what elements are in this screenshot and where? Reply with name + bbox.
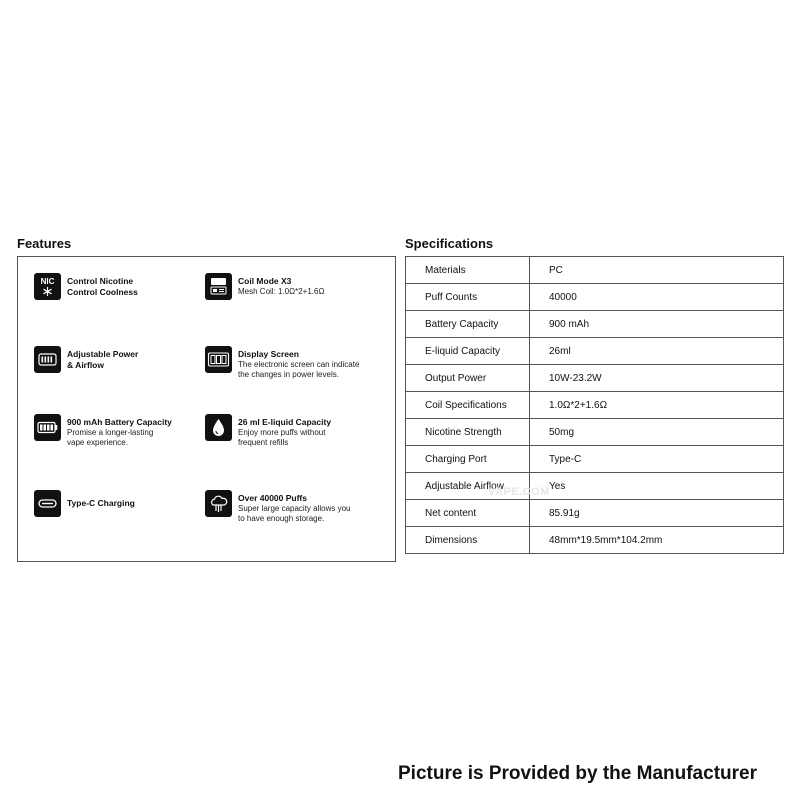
spec-key: Coil Specifications [406,392,530,419]
spec-key: Net content [406,500,530,527]
feature-description: Enjoy more puffs without [238,428,326,437]
feature-title: 900 mAh Battery Capacity [67,417,172,427]
feature-description: Mesh Coil: 1.0Ω*2+1.6Ω [238,287,325,296]
manufacturer-note: Picture is Provided by the Manufacturer [398,763,757,784]
feature-description-cont: vape experience. [67,438,128,447]
feature-description-cont: the changes in power levels. [238,370,339,379]
features-panel [17,256,396,562]
feature-battery [34,414,172,448]
spec-value: 85.91g [530,500,784,527]
spec-value: Type-C [530,446,784,473]
feature-title: Display Screen [238,349,299,359]
spec-value: 48mm*19.5mm*104.2mm [530,527,784,554]
spec-value: 1.0Ω*2+1.6Ω [530,392,784,419]
battery-icon [34,414,61,441]
table-row [406,446,784,473]
table-row [406,257,784,284]
table-row [406,392,784,419]
table-row [406,527,784,554]
feature-description-cont: frequent refills [238,438,289,447]
feature-title: Type-C Charging [67,498,135,508]
spec-key: Nicotine Strength [406,419,530,446]
digital-display-icon [205,346,232,373]
table-row [406,311,784,338]
specifications-table [405,256,784,554]
feature-title: 26 ml E-liquid Capacity [238,417,332,427]
feature-coil-mode [205,273,324,300]
spec-key: Battery Capacity [406,311,530,338]
cloud-icon [205,490,232,517]
feature-description-cont: to have enough storage. [238,514,325,523]
feature-description: The electronic screen can indicate [238,360,360,369]
watermark: VAPE.COM [488,486,550,498]
spec-value: 26ml [530,338,784,365]
spec-value: 40000 [530,284,784,311]
pod-icon [205,273,232,300]
feature-title: Coil Mode X3 [238,276,292,286]
spec-value: 900 mAh [530,311,784,338]
power-bars-icon [34,346,61,373]
feature-adjustable-power [34,346,138,373]
feature-e-liquid [205,414,331,448]
spec-key: Charging Port [406,446,530,473]
feature-title: Control Nicotine [67,276,134,286]
feature-description: Super large capacity allows you [238,504,351,513]
spec-value: PC [530,257,784,284]
table-row [406,419,784,446]
usb-c-icon [34,490,61,517]
table-row [406,338,784,365]
svg-text:NIC: NIC [40,277,55,286]
feature-puffs [205,490,351,524]
spec-key: Adjustable Airflow [406,473,530,500]
feature-description: Promise a longer-lasting [67,428,154,437]
feature-title: Over 40000 Puffs [238,493,307,503]
features-title: Features [17,236,72,251]
feature-type-c [34,490,135,517]
spec-key: E-liquid Capacity [406,338,530,365]
specifications-title: Specifications [405,236,494,251]
nic-snowflake-icon [34,273,61,300]
table-row [406,473,784,500]
table-row [406,284,784,311]
spec-key: Materials [406,257,530,284]
table-row [406,500,784,527]
feature-subtitle: Control Coolness [67,287,138,297]
spec-value: 50mg [530,419,784,446]
spec-key: Puff Counts [406,284,530,311]
table-row [406,365,784,392]
droplet-icon [205,414,232,441]
spec-value: 10W-23.2W [530,365,784,392]
feature-display-screen [205,346,359,380]
feature-subtitle: & Airflow [67,360,104,370]
spec-value: Yes [530,473,784,500]
spec-key: Dimensions [406,527,530,554]
spec-key: Output Power [406,365,530,392]
feature-control-nicotine [34,273,138,300]
feature-title: Adjustable Power [67,349,139,359]
